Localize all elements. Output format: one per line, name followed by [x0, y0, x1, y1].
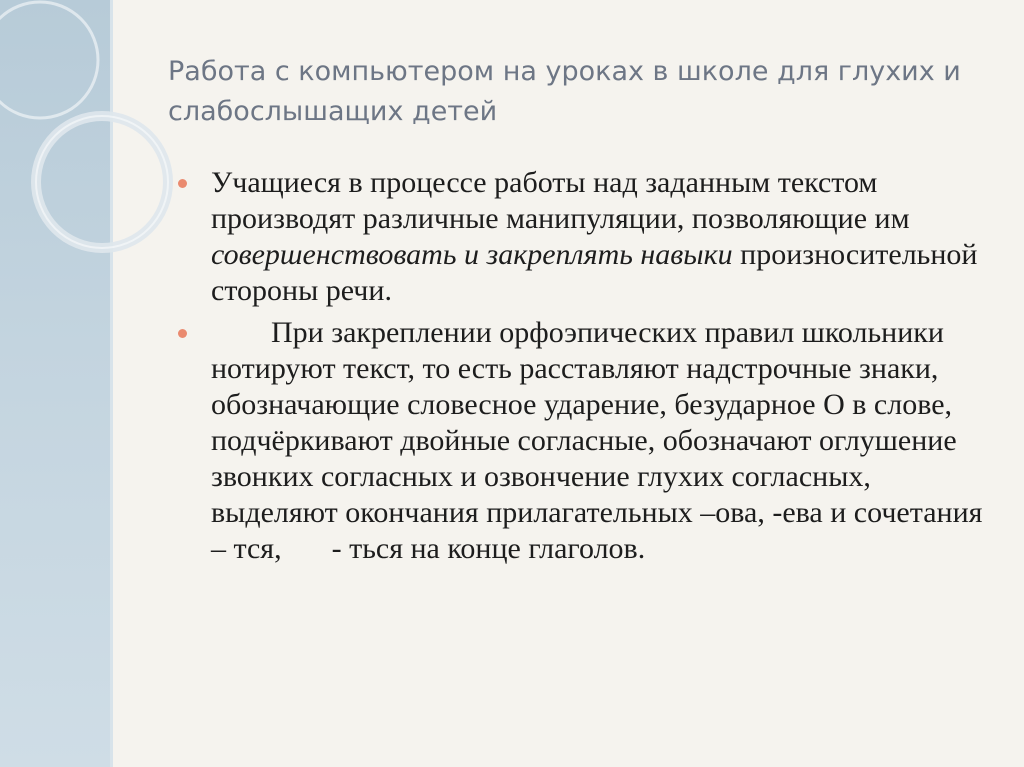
bullet-1-italic: совершенствовать и закреплять навыки	[211, 238, 733, 271]
slide-title: Работа с компьютером на уроках в школе для глухих и слабослышащих детей	[168, 56, 961, 127]
bullet-2-text-end: - ться на конце глаголов.	[331, 532, 646, 565]
bullet-icon	[178, 329, 187, 338]
bullet-list	[178, 165, 988, 573]
bullet-item-1	[178, 165, 988, 309]
decorative-circles	[0, 0, 200, 280]
bullet-1-text-end: произносительной стороны речи.	[211, 238, 978, 307]
bullet-2-text: При закреплении орфоэпических правил школьники нотируют текст, то есть расставляют надстрочные знаки, обозначающие словесное ударение, безударное О в слове, подчёркивают двойные согласные, обозначают оглушение звонких согласных и озвончение глухих согласных, выделяют окончания прилагательных –ова, -ева и сочетания – тся,	[211, 316, 983, 565]
bullet-1-text: Учащиеся в процессе работы над заданным текстом производят различные манипуляции, позволяющие им	[211, 166, 910, 235]
bullet-icon	[178, 179, 187, 188]
bullet-item-2	[178, 315, 988, 567]
